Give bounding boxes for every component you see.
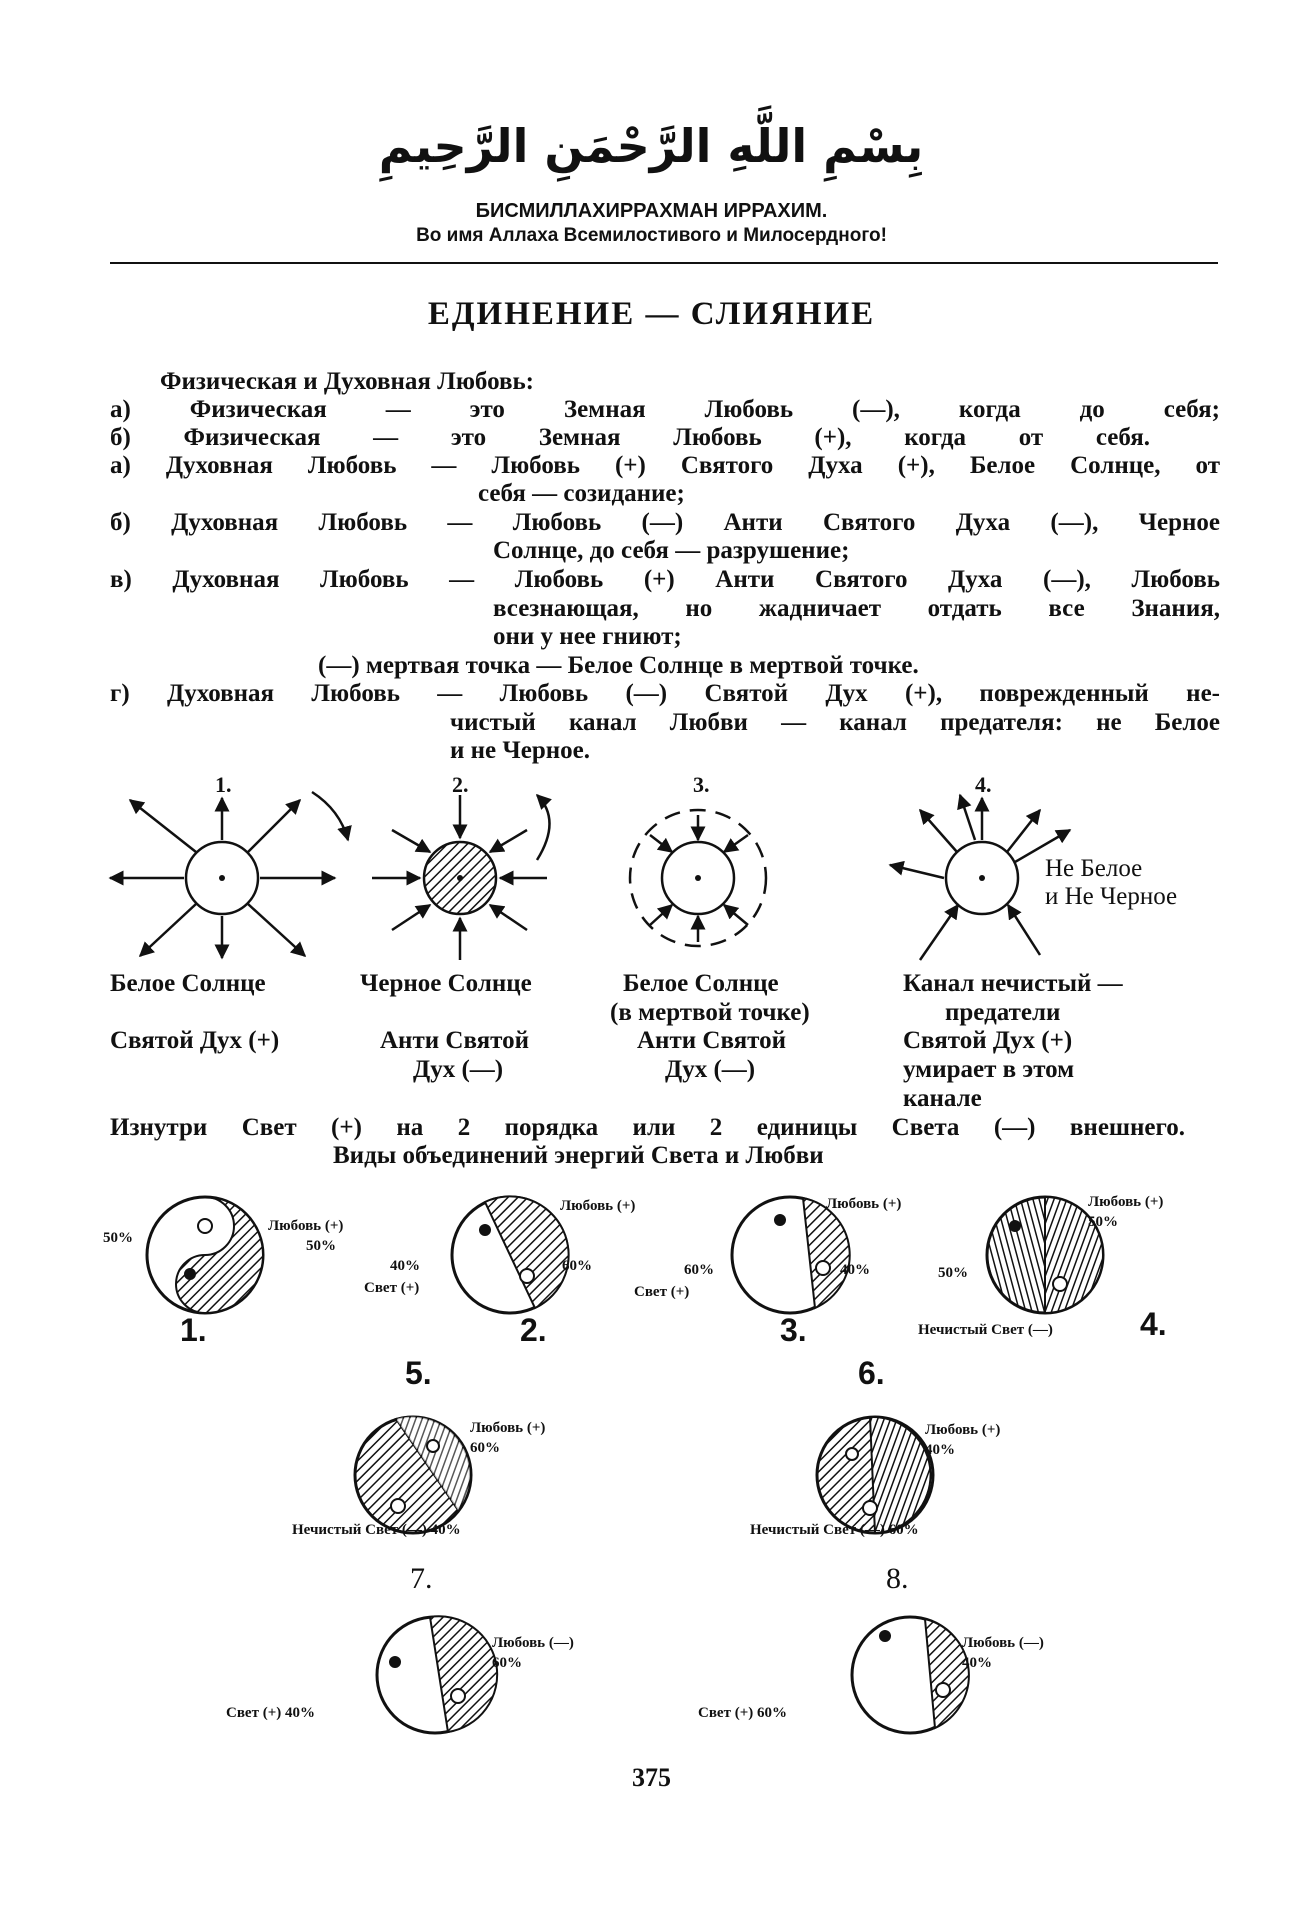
statement: Изнутри Свет (+) на 2 порядка или 2 единицы Света (—) внешнего. (110, 1114, 1185, 1141)
sun-caption: Черное Солнце (360, 970, 532, 997)
diagram-label: 60% (562, 1258, 592, 1274)
body-line: б) Духовная Любовь — Любовь (—) Анти Святого Духа (—), Черное (110, 509, 1220, 536)
diagram-label: Нечистый Свет (—) (918, 1322, 1053, 1338)
diagram-label: Свет (+) 60% (698, 1705, 787, 1721)
sun-side-label: и Не Черное (1045, 883, 1178, 910)
sun-caption: Дух (—) (665, 1056, 756, 1083)
sun-caption: канале (903, 1085, 982, 1112)
diagram-label: Любовь (—) (962, 1635, 1044, 1651)
diagram-number: 1. (180, 1312, 207, 1348)
diagram-label: Свет (+) (364, 1280, 420, 1296)
sun-number: 2. (452, 772, 469, 797)
diagram-label: Любовь (+) (925, 1422, 1001, 1438)
sun-caption: Святой Дух (+) (903, 1027, 1073, 1054)
header-divider (110, 262, 1218, 264)
body-line: г) Духовная Любовь — Любовь (—) Святой Дух (+), поврежденный не- (110, 680, 1220, 707)
body-line: б) Физическая — это Земная Любовь (+), когда от себя. (110, 424, 1150, 451)
sun-caption: Белое Солнце (110, 970, 266, 997)
diagram-label: Любовь (+) (268, 1218, 344, 1234)
diagram-label: 50% (306, 1238, 336, 1254)
energy-diagram-5 (348, 1410, 478, 1540)
diagram-label: 50% (103, 1230, 133, 1246)
diagram-label: Любовь (+) (470, 1420, 546, 1436)
diagram-number: 3. (780, 1312, 807, 1348)
diagram-number: 4. (1140, 1306, 1167, 1342)
energy-diagram-7 (370, 1610, 500, 1740)
diagram-number: 5. (405, 1355, 432, 1391)
energy-diagram-8 (845, 1610, 975, 1740)
black-sun-figure (362, 780, 582, 970)
body-line: а) Духовная Любовь — Любовь (+) Святого Духа (+), Белое Солнце, от (110, 452, 1220, 479)
body-intro: Физическая и Духовная Любовь: (160, 368, 535, 395)
diagram-label: Любовь (—) (492, 1635, 574, 1651)
white-sun-figure (100, 780, 360, 970)
body-line: они у нее гниют; (493, 623, 682, 650)
diagram-number: 2. (520, 1312, 547, 1348)
section-subtitle: Виды объединений энергий Света и Любви (333, 1142, 824, 1169)
diagram-label: 40% (390, 1258, 420, 1274)
diagram-label: 60% (470, 1440, 500, 1456)
sun-number: 4. (975, 772, 992, 797)
sun-caption: Белое Солнце (623, 970, 779, 997)
diagram-label: Нечистый Свет (—) 40% (292, 1522, 461, 1538)
page-number: 375 (632, 1763, 671, 1792)
diagram-label: 40% (925, 1442, 955, 1458)
body-line: (—) мертвая точка — Белое Солнце в мертвой точке. (318, 652, 919, 679)
diagram-label: 60% (684, 1262, 714, 1278)
body-line: всезнающая, но жадничает отдать все Знания, (493, 595, 1220, 622)
diagram-label: 40% (840, 1262, 870, 1278)
sun-caption: Дух (—) (413, 1056, 504, 1083)
sun-caption: Анти Святой (637, 1027, 786, 1054)
body-line: а) Физическая — это Земная Любовь (—), когда до себя; (110, 396, 1220, 423)
diagram-number: 6. (858, 1355, 885, 1391)
sun-caption: Канал нечистый — (903, 970, 1123, 997)
diagram-label: Любовь (+) (826, 1196, 902, 1212)
diagram-label: Свет (+) 40% (226, 1705, 315, 1721)
sun-caption: предатели (945, 999, 1061, 1026)
sun-caption: (в мертвой точке) (610, 999, 810, 1026)
header-line1: БИСМИЛЛАХИРРАХМАН ИРРАХИМ. (475, 200, 828, 222)
page-title: ЕДИНЕНИЕ — СЛИЯНИЕ (427, 296, 876, 332)
body-line: и не Черное. (450, 737, 591, 764)
diagram-label: 40% (962, 1655, 992, 1671)
diagram-label: 50% (1088, 1214, 1118, 1230)
diagram-label: Нечистый Свет (—) 60% (750, 1522, 919, 1538)
body-line: чистый канал Любви — канал предателя: не Белое (450, 709, 1220, 736)
sun-number: 1. (215, 772, 232, 797)
diagram-number: 7. (410, 1562, 433, 1595)
diagram-number: 8. (886, 1562, 909, 1595)
energy-diagram-2 (445, 1190, 575, 1320)
diagram-label: Свет (+) (634, 1284, 690, 1300)
body-line: в) Духовная Любовь — Любовь (+) Анти Святого Духа (—), Любовь (110, 566, 1220, 593)
energy-diagram-6 (810, 1410, 940, 1540)
sun-number: 3. (693, 772, 710, 797)
sun-caption: Святой Дух (+) (110, 1027, 280, 1054)
diagram-label: 60% (492, 1655, 522, 1671)
energy-diagram-1 (140, 1190, 270, 1320)
diagram-label: Любовь (+) (560, 1198, 636, 1214)
header-line2: Во имя Аллаха Всемилостивого и Милосердного! (416, 225, 887, 246)
diagram-label: Любовь (+) (1088, 1194, 1164, 1210)
sun-caption: умирает в этом (903, 1056, 1075, 1083)
diagram-label: 50% (938, 1265, 968, 1281)
dead-point-sun-figure (610, 780, 790, 970)
body-line: себя — созидание; (478, 480, 685, 507)
sun-caption: Анти Святой (380, 1027, 529, 1054)
bismillah-calligraphy (0, 100, 1303, 190)
bismillah-arabic: بِسْمِ اللَّهِ الرَّحْمَنِ الرَّحِيمِ (378, 119, 924, 173)
sun-side-label: Не Белое (1045, 855, 1143, 882)
body-line: Солнце, до себя — разрушение; (493, 537, 850, 564)
